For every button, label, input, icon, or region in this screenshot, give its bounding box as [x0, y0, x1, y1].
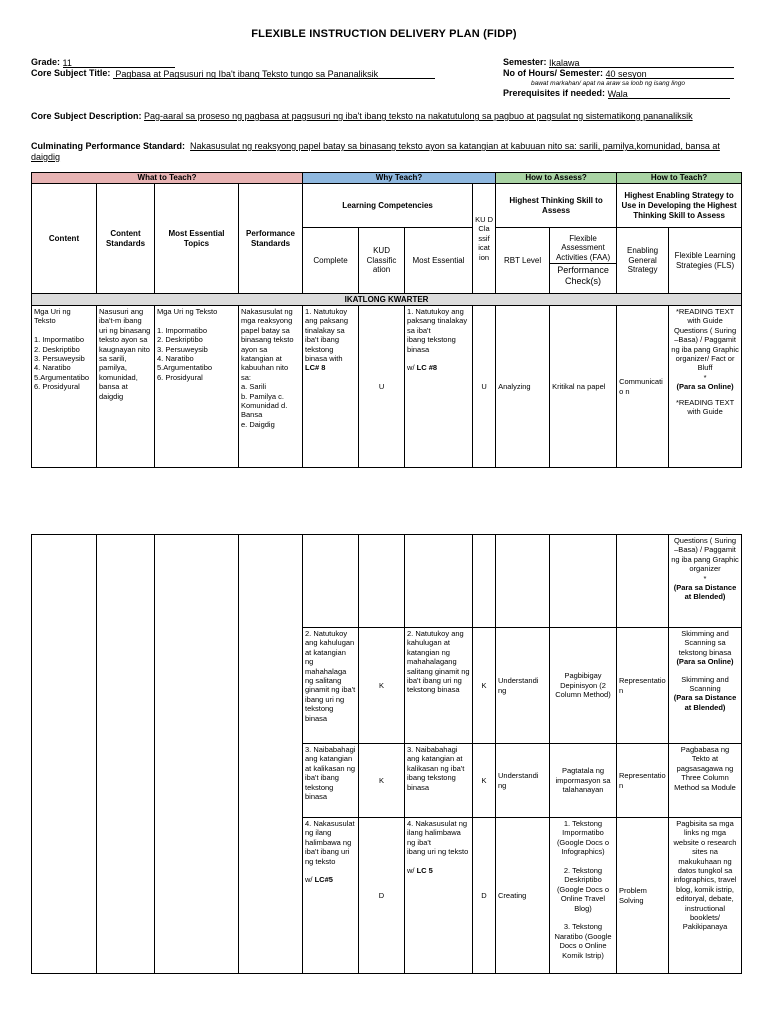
col-learning-competencies: Learning Competencies: [303, 184, 473, 228]
quarter-row: IKATLONG KWARTER: [32, 294, 742, 306]
row4-most-essential-w: w/: [407, 866, 415, 876]
row2-kud: K: [359, 628, 405, 744]
row4-most-essential-lc: LC 5: [416, 866, 433, 876]
row3-kud2: K: [473, 744, 496, 818]
col-enabling-general: Enabling General Strategy: [617, 228, 669, 294]
core-subject-line: [31, 68, 435, 79]
core-subject-field: [113, 69, 435, 79]
description-value: Pag-aaral sa proseso ng pagbasa at pagsusuri ng iba't ibang teksto na nakatutulong sa pagbuo at pagsulat ng sistematikong pananaliksik: [144, 111, 693, 121]
fidp-table-page1: [31, 172, 742, 468]
document-title: FLEXIBLE INSTRUCTION DELIVERY PLAN (FIDP): [251, 28, 517, 40]
row4-most-essential: [405, 818, 473, 974]
row2-faa: Pagbibigay Depinisyon (2 Column Method): [550, 628, 617, 744]
col-fls: Flexible Learning Strategies (FLS): [669, 228, 742, 294]
col-most-essential: Most Essential: [405, 228, 473, 294]
row2-enabling: Representatio n: [617, 628, 669, 744]
cell-complete: [303, 306, 359, 468]
cont-fls-bold: (Para sa Distance at Blended): [673, 583, 737, 602]
row4-faa: 1. Tekstong Impormatibo (Google Docs o Infographics) 2. Tekstong Deskriptibo (Google Docs o Online Travel Blog) 3. Tekstong Naratibo (Google Docs o Online Komik Istrip): [550, 818, 617, 974]
row2-fls: [669, 628, 742, 744]
col-faa-group: [550, 228, 617, 294]
semester-line: [503, 57, 734, 68]
row4-fls: Pagbisita sa mga links ng mga website o research sites na makukuhaan ng datos tungkol sa infographics, travel blog, komik istrip, editoryal, debate, instructional booklets/ Pakikipanaya: [669, 818, 742, 974]
col-performance-check: Performance Check(s): [550, 263, 616, 288]
row3-most-essential: 3. Naibabahagi ang katangian at kalikasan ng iba't ibang tekstong binasa: [405, 744, 473, 818]
cont-fls-star: *: [703, 573, 707, 583]
cont-rbt: [496, 535, 550, 628]
hours-note: bawat markahan/ apat na araw sa loob ng isang lingo: [531, 80, 685, 87]
col-complete: Complete: [303, 228, 359, 294]
band-how-to-assess: How to Assess?: [496, 173, 617, 184]
row4-complete-text: 4. Nakasusulat ng ilang halimbawa ng iba't ibang uri ng teksto: [305, 819, 355, 866]
row3-rbt: Understandi ng: [496, 744, 550, 818]
band-what-to-teach: What to Teach?: [32, 173, 303, 184]
row2-fls-a-bold: (Para sa Online): [676, 657, 734, 667]
row4-kud: D: [359, 818, 405, 974]
cell-faa: Kritikal na papel: [550, 306, 617, 468]
row4-rbt: Creating: [496, 818, 550, 974]
row4-complete-w: w/: [305, 875, 313, 885]
grade-label: Grade:: [31, 57, 61, 67]
col-highest-enabling-strategy: Highest Enabling Strategy to Use in Developing the Highest Thinking Skill to Assess: [617, 184, 742, 228]
row2-fls-b: Skimming and Scanning: [681, 674, 729, 694]
col-rbt-level: RBT Level: [496, 228, 550, 294]
semester-value: Ikalawa: [549, 58, 580, 68]
cell-rbt: Analyzing: [496, 306, 550, 468]
col-content: Content: [32, 184, 97, 294]
cont-kud: [359, 535, 405, 628]
hours-line: [503, 68, 734, 79]
cell-fls: [669, 306, 742, 468]
row4-enabling: Problem Solving: [617, 818, 669, 974]
fls-star: *: [703, 372, 707, 382]
cont-kud2: [473, 535, 496, 628]
prereq-label: Prerequisites if needed:: [503, 88, 606, 98]
cell-kud2: U: [473, 306, 496, 468]
cell-performance: Nakasusulat ng mga reaksyong papel batay sa binasang teksto ayon sa katangian at kabuuhan nito sa: a. Sarili b. Pamilya c. Komunidad d. Bansa e. Daigdig: [239, 306, 303, 468]
row2-most-essential: 2. Natutukoy ang kahulugan at katangian ng mahahalagang salitang ginamit ng iba't ibang uri ng tekstong binasa: [405, 628, 473, 744]
row3-faa: Pagtatala ng impormasyon sa talahanayan: [550, 744, 617, 818]
row4-complete: [303, 818, 359, 974]
cell-enabling: Communicatio n: [617, 306, 669, 468]
cont-performance: [239, 535, 303, 974]
prereq-line: [503, 88, 730, 99]
row2-kud2: K: [473, 628, 496, 744]
most-essential-text: 1. Natutukoy ang paksang tinalakay sa iba't ibang tekstong binasa: [407, 307, 468, 354]
most-essential-lc: LC #8: [416, 363, 438, 373]
col-faa: Flexible Assessment Activities (FAA): [555, 233, 611, 262]
complete-text: 1. Natutukoy ang paksang tinalakay sa iba't ibang tekstong binasa with: [305, 307, 348, 364]
col-performance-standards: Performance Standards: [239, 184, 303, 294]
grade-line: [31, 57, 175, 68]
row2-fls-b-bold: (Para sa Distance at Blended): [673, 693, 737, 712]
fls-text-1: *READING TEXT with Guide Questions ( Suring –Basa) / Paggamit ng iba pang Graphic organizer/ Fact or Bluff: [671, 307, 739, 373]
grade-value: 11: [62, 58, 72, 68]
cont-faa: [550, 535, 617, 628]
prereq-field: [608, 89, 730, 99]
most-essential-w: w/: [407, 363, 415, 373]
cont-topics: [155, 535, 239, 974]
cell-kud: U: [359, 306, 405, 468]
cont-most-essential: [405, 535, 473, 628]
col-most-essential-topics: Most Essential Topics: [155, 184, 239, 294]
band-how-to-teach: How to Teach?: [617, 173, 742, 184]
cont-enabling: [617, 535, 669, 628]
row2-fls-a: Skimming and Scanning sa tekstong binasa: [678, 629, 732, 657]
cont-content-standards: [97, 535, 155, 974]
row4-kud2: D: [473, 818, 496, 974]
row4-most-essential-text: 4. Nakasusulat ng ilang halimbawa ng iba't ibang uri ng teksto: [407, 819, 469, 857]
prereq-value: Wala: [607, 89, 628, 99]
fidp-table-page2: [31, 534, 742, 974]
cell-content-standards: Nasusuri ang iba't-m ibang uri ng binasang teksto ayon sa kaugnayan nito sa sarili, pamilya, komunidad, bansa at daigdig: [97, 306, 155, 468]
row2-complete: 2. Natutukoy ang kahulugan at katangian ng mahahalaga ng salitang ginamit ng iba't ibang uri ng tekstong binasa: [303, 628, 359, 744]
cont-fls-text: Questions ( Suring –Basa) / Paggamit ng iba pang Graphic organizer: [671, 536, 739, 574]
grade-field: [63, 58, 175, 68]
cell-topics: Mga Uri ng Teksto 1. Impormatibo 2. Deskriptibo 3. Persuweysib 4. Naratibo 5.Argumentatibo 6. Prosidyural: [155, 306, 239, 468]
culminating-value: Nakasusulat ng reaksyong papel batay sa binasang teksto ayon sa katangian at kabuuan nito sa: sarili, pamilya,komunidad, bansa at daigdig: [31, 141, 720, 162]
fls-text-2: *READING TEXT with Guide: [675, 397, 735, 417]
core-description: [31, 111, 741, 122]
description-label: Core Subject Description:: [31, 111, 142, 121]
culminating-standard: [31, 141, 741, 163]
culminating-label: Culminating Performance Standard:: [31, 141, 186, 151]
cont-content: [32, 535, 97, 974]
row4-complete-lc: LC#5: [314, 875, 333, 885]
row3-enabling: Representatio n: [617, 744, 669, 818]
cell-most-essential: [405, 306, 473, 468]
hours-label: No of Hours/ Semester:: [503, 68, 604, 78]
core-subject-label: Core Subject Title:: [31, 68, 111, 78]
col-highest-thinking-skill: Highest Thinking Skill to Assess: [496, 184, 617, 228]
hours-field: [606, 69, 734, 79]
row3-kud: K: [359, 744, 405, 818]
fls-online: (Para sa Online): [676, 382, 734, 392]
cell-content: Mga Uri ng Teksto 1. Impormatibo 2. Deskriptibo 3. Persuweysib 4. Naratibo 5.Argumentatibo 6. Prosidyural: [32, 306, 97, 468]
row3-complete: 3. Naibabahagi ang katangian at kalikasan ng iba't ibang tekstong binasa: [303, 744, 359, 818]
cont-complete: [303, 535, 359, 628]
band-why-teach: Why Teach?: [303, 173, 496, 184]
col-content-standards: Content Standards: [97, 184, 155, 294]
semester-label: Semester:: [503, 57, 547, 67]
semester-field: [549, 58, 734, 68]
row2-rbt: Understandi ng: [496, 628, 550, 744]
core-subject-value: Pagbasa at Pagsusuri ng Iba't ibang Teksto tungo sa Pananaliksik: [115, 69, 379, 79]
complete-lc: LC# 8: [305, 363, 326, 373]
hours-value: 40 sesyon: [605, 69, 647, 79]
col-kud-classification: KU D Cla ssif icat ion: [473, 184, 496, 294]
row3-fls: Pagbabasa ng Tekto at pagsasagawa ng Three Column Method sa Module: [669, 744, 742, 818]
cont-fls: [669, 535, 742, 628]
col-kud-classific: KUD Classific ation: [359, 228, 405, 294]
